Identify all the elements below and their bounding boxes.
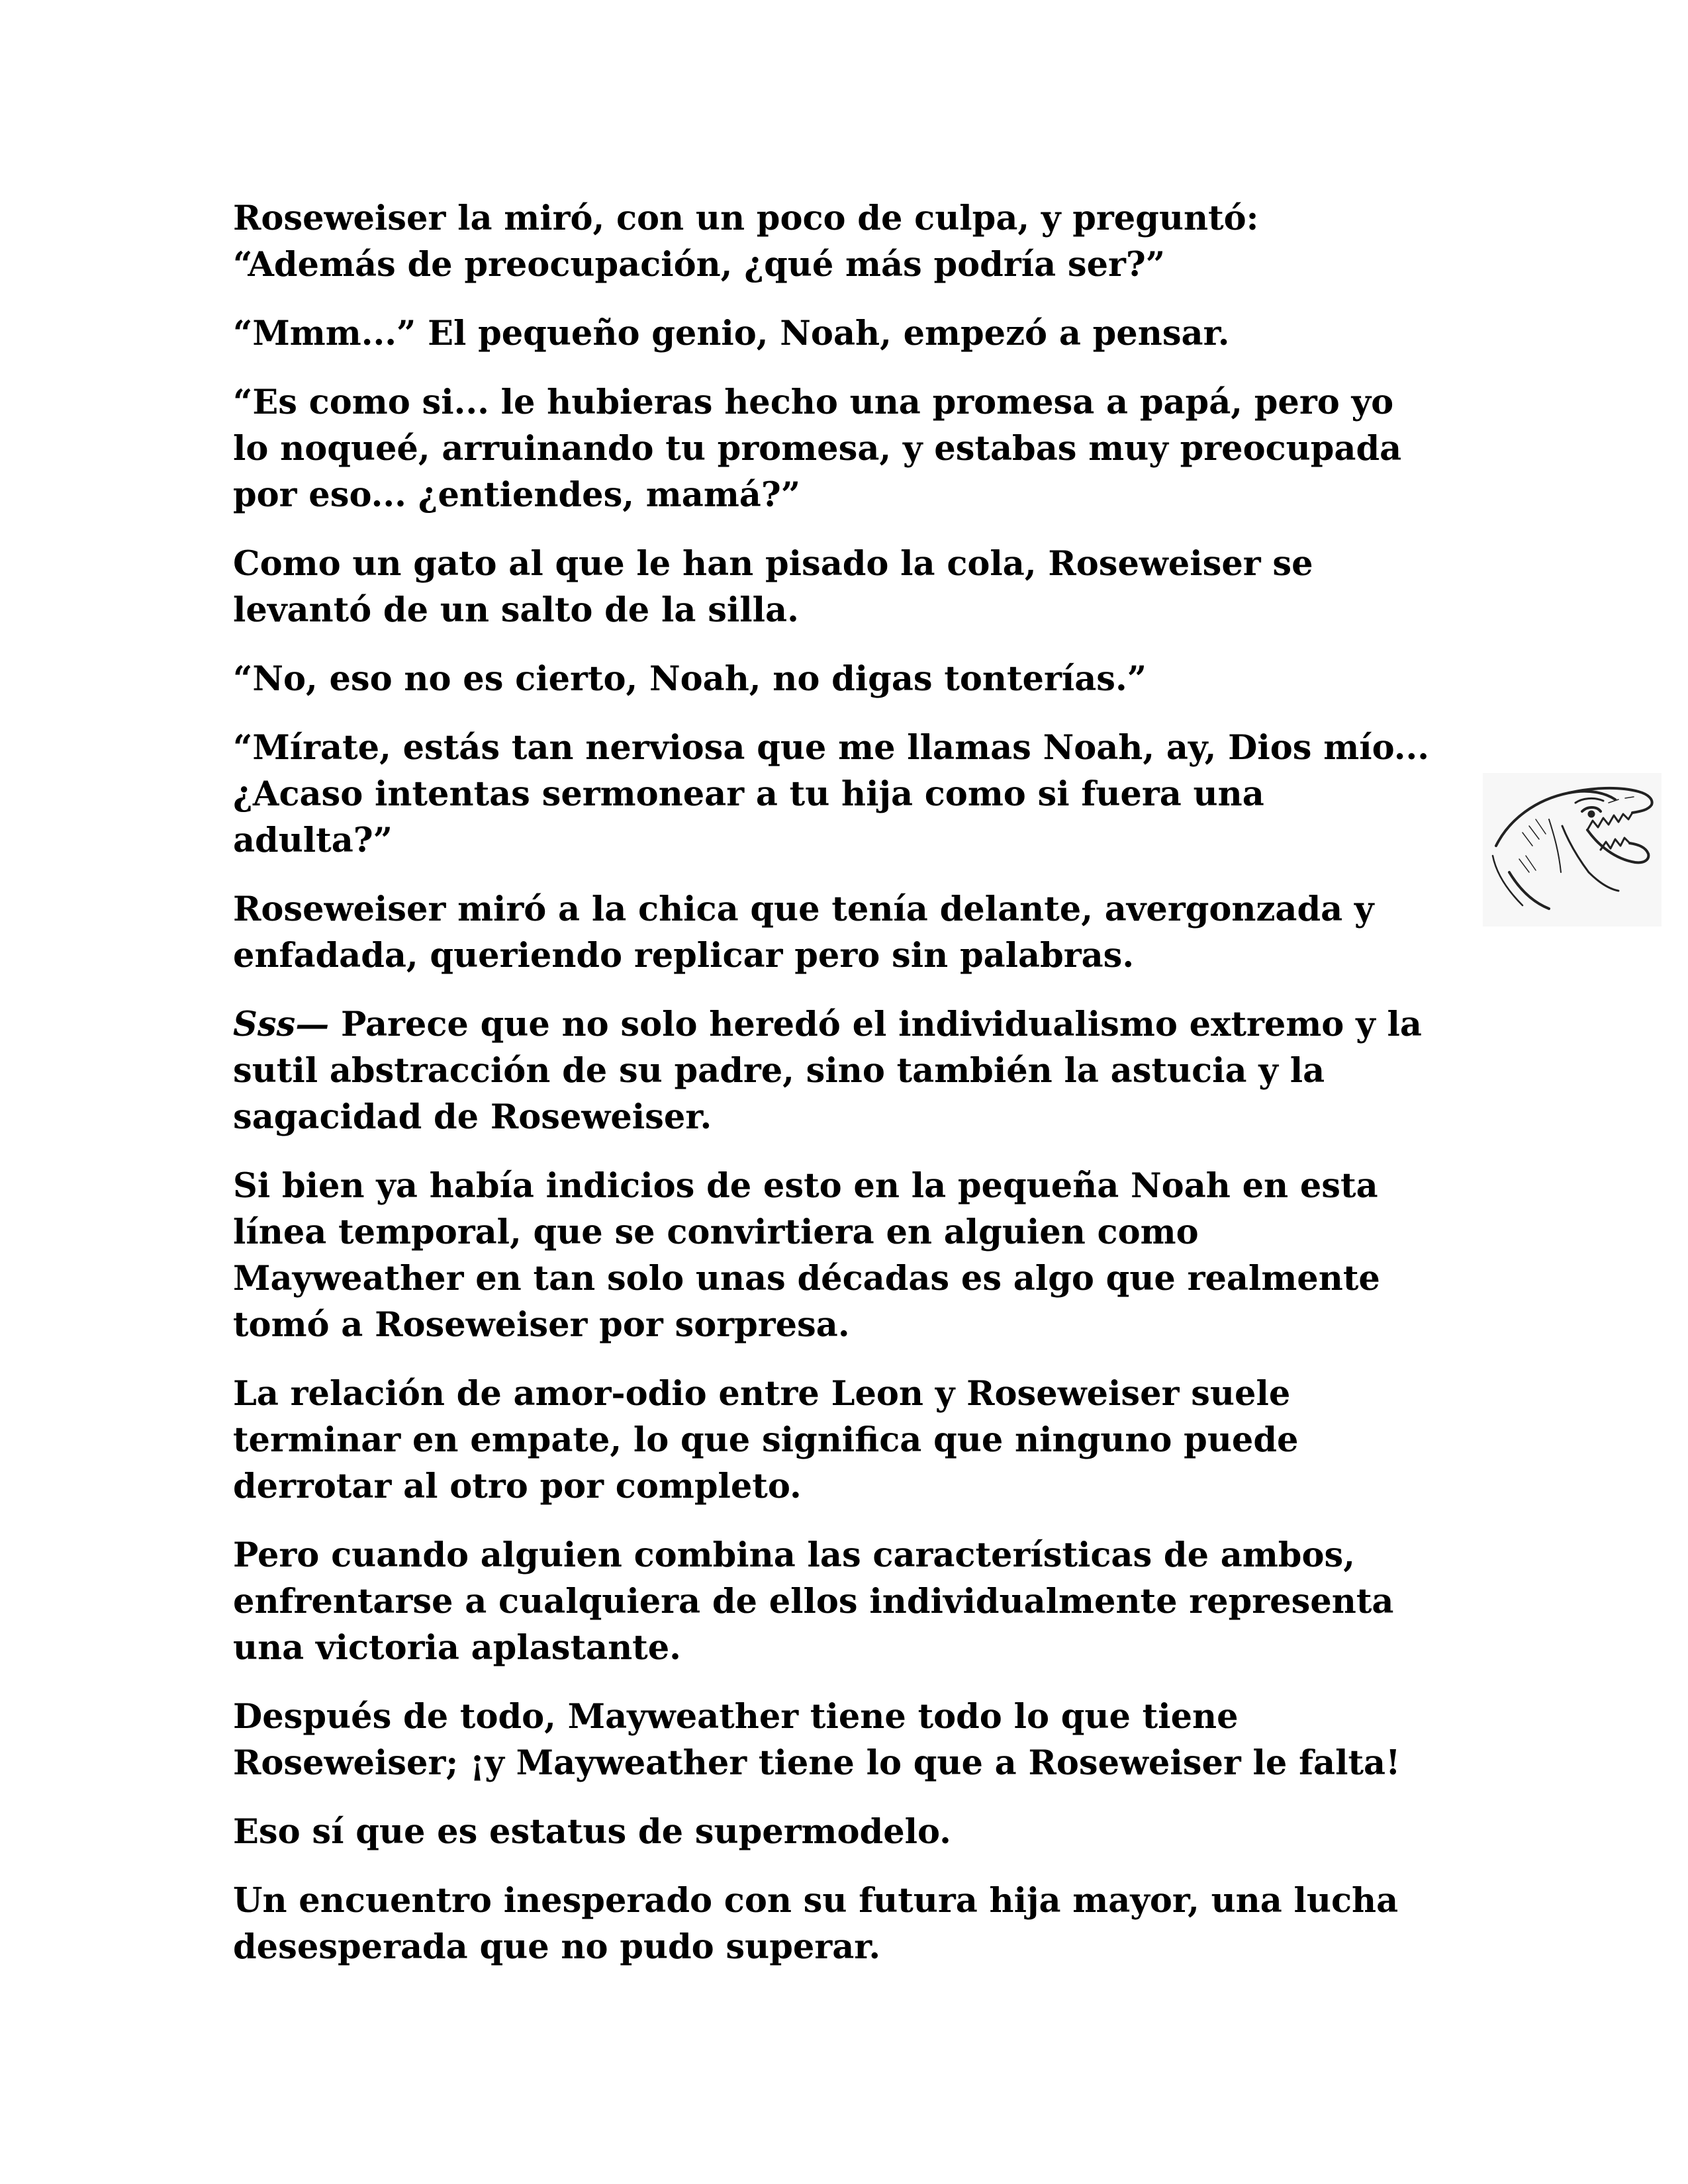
text-line: tomó a Roseweiser por sorpresa. [233, 1305, 850, 1345]
text-line [233, 1001, 1477, 1048]
paragraph-3 [233, 379, 1477, 518]
paragraph-12 [233, 1694, 1477, 1786]
paragraph-13 [233, 1809, 1477, 1855]
paragraph-6 [233, 725, 1477, 864]
text-line: lo noqueé, arruinando tu promesa, y estabas muy preocupada [233, 429, 1402, 469]
sound-effect-text: Sss— [233, 1005, 330, 1044]
text-line: Si bien ya había indicios de esto en la pequeña Noah en esta [233, 1166, 1378, 1206]
text-line: sutil abstracción de su padre, sino también la astucia y la [233, 1051, 1325, 1091]
text-line: “Mírate, estás tan nerviosa que me llamas Noah, ay, Dios mío... [233, 728, 1429, 768]
text-line: por eso... ¿entiendes, mamá?” [233, 475, 801, 515]
text-line: Roseweiser miró a la chica que tenía delante, avergonzada y [233, 889, 1374, 929]
text-line: “No, eso no es cierto, Noah, no digas tonterías.” [233, 659, 1147, 699]
paragraph-7 [233, 886, 1477, 979]
paragraph-1 [233, 195, 1477, 288]
paragraph-4 [233, 541, 1477, 633]
text-line: línea temporal, que se convirtiera en alguien como [233, 1212, 1199, 1252]
text-line: Roseweiser; ¡y Mayweather tiene lo que a Roseweiser le falta! [233, 1743, 1401, 1783]
text-line-rest: Parece que no solo heredó el individualismo extremo y la [329, 1005, 1422, 1044]
text-line: Después de todo, Mayweather tiene todo lo que tiene [233, 1697, 1239, 1737]
paragraph-11 [233, 1532, 1477, 1671]
text-line: desesperada que no pudo superar. [233, 1927, 881, 1967]
text-line: Roseweiser la miró, con un poco de culpa, y preguntó: [233, 199, 1259, 238]
paragraph-8 [233, 1001, 1477, 1140]
dinosaur-head-sketch-icon [1483, 773, 1662, 927]
paragraph-9 [233, 1163, 1477, 1348]
text-line: una victoria aplastante. [233, 1628, 681, 1668]
paragraph-2 [233, 310, 1477, 357]
text-line: “Además de preocupación, ¿qué más podría ser?” [233, 245, 1166, 285]
text-line: Como un gato al que le han pisado la cola, Roseweiser se [233, 544, 1313, 584]
paragraph-5 [233, 656, 1477, 702]
text-line: Un encuentro inesperado con su futura hija mayor, una lucha [233, 1881, 1399, 1921]
paragraph-10 [233, 1371, 1477, 1510]
text-line: adulta?” [233, 821, 393, 860]
text-line: ¿Acaso intentas sermonear a tu hija como si fuera una [233, 774, 1264, 814]
text-line: enfadada, queriendo replicar pero sin palabras. [233, 936, 1135, 976]
text-line: derrotar al otro por completo. [233, 1467, 802, 1506]
text-line: sagacidad de Roseweiser. [233, 1097, 712, 1137]
text-line: enfrentarse a cualquiera de ellos individualmente representa [233, 1582, 1394, 1621]
text-line: “Mmm...” El pequeño genio, Noah, empezó a pensar. [233, 314, 1230, 353]
text-line: Mayweather en tan solo unas décadas es algo que realmente [233, 1259, 1380, 1298]
text-line: Pero cuando alguien combina las características de ambos, [233, 1535, 1355, 1575]
text-line: La relación de amor-odio entre Leon y Roseweiser suele [233, 1374, 1291, 1414]
text-line: “Es como si... le hubieras hecho una promesa a papá, pero yo [233, 383, 1394, 422]
paragraph-14 [233, 1878, 1477, 1970]
story-text [233, 195, 1477, 1993]
text-line: terminar en empate, lo que significa que ninguno puede [233, 1420, 1299, 1460]
text-line: levantó de un salto de la silla. [233, 590, 799, 630]
text-line: Eso sí que es estatus de supermodelo. [233, 1812, 951, 1852]
